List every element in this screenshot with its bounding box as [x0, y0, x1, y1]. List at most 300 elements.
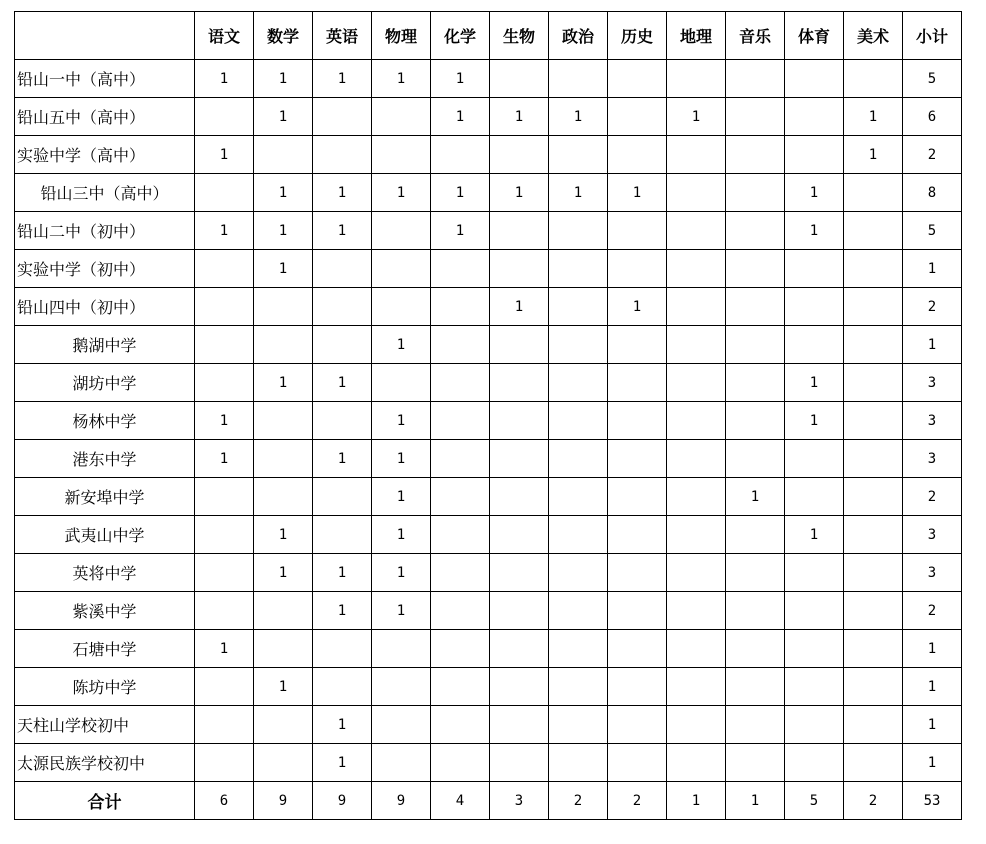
count-cell	[844, 592, 903, 630]
count-cell	[490, 554, 549, 592]
count-cell	[195, 592, 254, 630]
table-row	[15, 98, 962, 136]
count-cell	[608, 250, 667, 288]
count-cell	[313, 288, 372, 326]
count-cell	[844, 250, 903, 288]
table-row	[15, 364, 962, 402]
count-cell: 1	[254, 174, 313, 212]
subtotal-cell: 1	[903, 706, 962, 744]
count-cell: 1	[254, 60, 313, 98]
header-politics: 政治	[549, 12, 608, 60]
count-cell	[313, 250, 372, 288]
table-row	[15, 440, 962, 478]
school-name-cell: 天柱山学校初中	[15, 706, 195, 744]
count-cell	[608, 364, 667, 402]
school-name-cell: 杨林中学	[15, 402, 195, 440]
count-cell	[254, 478, 313, 516]
count-cell	[785, 288, 844, 326]
count-cell: 1	[490, 98, 549, 136]
count-cell	[844, 402, 903, 440]
count-cell	[667, 706, 726, 744]
count-cell	[431, 288, 490, 326]
count-cell	[844, 706, 903, 744]
count-cell: 1	[254, 516, 313, 554]
count-cell	[195, 706, 254, 744]
count-cell: 1	[785, 174, 844, 212]
subtotal-cell: 3	[903, 402, 962, 440]
count-cell: 1	[313, 440, 372, 478]
count-cell	[195, 326, 254, 364]
table-row	[15, 326, 962, 364]
total-cell: 5	[785, 782, 844, 820]
school-name-cell: 铅山一中（高中）	[15, 60, 195, 98]
count-cell	[549, 630, 608, 668]
count-cell	[667, 212, 726, 250]
count-cell: 1	[431, 212, 490, 250]
count-cell: 1	[372, 440, 431, 478]
school-name-cell: 英将中学	[15, 554, 195, 592]
count-cell: 1	[608, 174, 667, 212]
count-cell	[313, 516, 372, 554]
count-cell: 1	[313, 174, 372, 212]
total-row	[15, 782, 962, 820]
header-corner	[15, 12, 195, 60]
count-cell	[844, 326, 903, 364]
count-cell: 1	[844, 136, 903, 174]
count-cell: 1	[372, 516, 431, 554]
count-cell	[785, 592, 844, 630]
header-history: 历史	[608, 12, 667, 60]
count-cell	[608, 212, 667, 250]
count-cell	[667, 516, 726, 554]
count-cell	[549, 706, 608, 744]
header-geography: 地理	[667, 12, 726, 60]
count-cell	[195, 478, 254, 516]
table-row	[15, 668, 962, 706]
table-row	[15, 250, 962, 288]
count-cell: 1	[254, 98, 313, 136]
count-cell	[844, 212, 903, 250]
count-cell	[726, 60, 785, 98]
count-cell: 1	[372, 326, 431, 364]
count-cell	[549, 136, 608, 174]
count-cell	[726, 744, 785, 782]
count-cell	[490, 326, 549, 364]
count-cell	[844, 440, 903, 478]
count-cell: 1	[785, 364, 844, 402]
table-row	[15, 516, 962, 554]
subtotal-cell: 1	[903, 250, 962, 288]
count-cell	[608, 98, 667, 136]
subtotal-cell: 1	[903, 630, 962, 668]
count-cell	[667, 630, 726, 668]
subtotal-cell: 3	[903, 554, 962, 592]
count-cell: 1	[667, 98, 726, 136]
count-cell: 1	[254, 212, 313, 250]
school-name-cell: 湖坊中学	[15, 364, 195, 402]
count-cell	[726, 212, 785, 250]
total-cell: 4	[431, 782, 490, 820]
count-cell	[785, 554, 844, 592]
school-name-cell: 紫溪中学	[15, 592, 195, 630]
count-cell	[254, 630, 313, 668]
count-cell	[608, 516, 667, 554]
count-cell: 1	[490, 288, 549, 326]
subtotal-cell: 1	[903, 668, 962, 706]
count-cell	[313, 98, 372, 136]
header-english: 英语	[313, 12, 372, 60]
count-cell: 1	[372, 174, 431, 212]
header-chinese: 语文	[195, 12, 254, 60]
count-cell	[667, 478, 726, 516]
count-cell	[431, 478, 490, 516]
count-cell	[667, 440, 726, 478]
count-cell	[726, 98, 785, 136]
total-cell: 1	[667, 782, 726, 820]
count-cell	[726, 630, 785, 668]
count-cell	[490, 212, 549, 250]
subtotal-cell: 5	[903, 60, 962, 98]
count-cell	[726, 364, 785, 402]
count-cell	[313, 668, 372, 706]
total-cell: 2	[549, 782, 608, 820]
count-cell	[608, 668, 667, 706]
school-name-cell: 实验中学（高中）	[15, 136, 195, 174]
count-cell	[785, 60, 844, 98]
count-cell	[549, 326, 608, 364]
count-cell: 1	[195, 630, 254, 668]
count-cell	[726, 174, 785, 212]
subtotal-cell: 6	[903, 98, 962, 136]
header-math: 数学	[254, 12, 313, 60]
count-cell	[844, 288, 903, 326]
count-cell	[372, 668, 431, 706]
count-cell: 1	[372, 554, 431, 592]
subtotal-cell: 3	[903, 516, 962, 554]
count-cell	[431, 554, 490, 592]
count-cell: 1	[785, 516, 844, 554]
count-cell	[785, 744, 844, 782]
count-cell: 1	[785, 212, 844, 250]
count-cell: 1	[372, 478, 431, 516]
count-cell	[608, 402, 667, 440]
school-name-cell: 铅山三中（高中）	[15, 174, 195, 212]
count-cell	[726, 136, 785, 174]
subtotal-cell: 1	[903, 326, 962, 364]
count-cell	[372, 212, 431, 250]
count-cell	[372, 136, 431, 174]
count-cell: 1	[195, 60, 254, 98]
count-cell	[195, 516, 254, 554]
count-cell	[313, 136, 372, 174]
count-cell	[195, 364, 254, 402]
school-name-cell: 陈坊中学	[15, 668, 195, 706]
school-name-cell: 太源民族学校初中	[15, 744, 195, 782]
count-cell	[667, 402, 726, 440]
count-cell	[844, 364, 903, 402]
count-cell	[667, 174, 726, 212]
count-cell	[785, 326, 844, 364]
count-cell	[726, 592, 785, 630]
count-cell	[254, 744, 313, 782]
count-cell: 1	[431, 60, 490, 98]
header-art: 美术	[844, 12, 903, 60]
count-cell	[608, 326, 667, 364]
count-cell	[549, 440, 608, 478]
table-row	[15, 288, 962, 326]
count-cell	[667, 592, 726, 630]
count-cell	[608, 706, 667, 744]
count-cell	[549, 250, 608, 288]
header-row	[15, 12, 962, 60]
count-cell	[667, 364, 726, 402]
count-cell	[608, 630, 667, 668]
count-cell	[490, 630, 549, 668]
count-cell	[490, 668, 549, 706]
total-label: 合计	[15, 782, 195, 820]
count-cell	[844, 668, 903, 706]
count-cell	[431, 516, 490, 554]
header-physics: 物理	[372, 12, 431, 60]
header-music: 音乐	[726, 12, 785, 60]
header-pe: 体育	[785, 12, 844, 60]
count-cell	[726, 326, 785, 364]
count-cell	[372, 706, 431, 744]
count-cell	[195, 744, 254, 782]
total-cell: 1	[726, 782, 785, 820]
count-cell: 1	[254, 554, 313, 592]
count-cell	[667, 744, 726, 782]
count-cell	[490, 136, 549, 174]
count-cell	[254, 706, 313, 744]
subtotal-cell: 3	[903, 364, 962, 402]
table-row	[15, 60, 962, 98]
count-cell	[195, 554, 254, 592]
count-cell: 1	[549, 98, 608, 136]
count-cell	[549, 364, 608, 402]
count-cell	[608, 744, 667, 782]
count-cell	[726, 668, 785, 706]
count-cell	[667, 60, 726, 98]
count-cell	[549, 554, 608, 592]
count-cell	[195, 288, 254, 326]
count-cell	[431, 364, 490, 402]
school-name-cell: 石塘中学	[15, 630, 195, 668]
count-cell	[726, 250, 785, 288]
staff-allocation-table	[14, 11, 962, 820]
count-cell: 1	[549, 174, 608, 212]
count-cell	[431, 592, 490, 630]
count-cell: 1	[372, 60, 431, 98]
count-cell: 1	[431, 174, 490, 212]
table-row	[15, 592, 962, 630]
count-cell	[490, 402, 549, 440]
count-cell	[195, 174, 254, 212]
header-biology: 生物	[490, 12, 549, 60]
count-cell: 1	[195, 440, 254, 478]
count-cell	[549, 668, 608, 706]
table-row	[15, 706, 962, 744]
count-cell: 1	[195, 212, 254, 250]
subtotal-cell: 3	[903, 440, 962, 478]
count-cell: 1	[195, 136, 254, 174]
count-cell	[844, 554, 903, 592]
count-cell	[785, 250, 844, 288]
count-cell	[726, 402, 785, 440]
count-cell	[372, 364, 431, 402]
count-cell	[254, 288, 313, 326]
count-cell	[844, 174, 903, 212]
table-body	[15, 60, 962, 782]
subtotal-cell: 2	[903, 136, 962, 174]
count-cell	[608, 592, 667, 630]
count-cell: 1	[313, 592, 372, 630]
count-cell	[785, 668, 844, 706]
header-subtotal: 小计	[903, 12, 962, 60]
count-cell	[608, 60, 667, 98]
school-name-cell: 新安埠中学	[15, 478, 195, 516]
count-cell	[667, 554, 726, 592]
count-cell	[549, 402, 608, 440]
grand-total-cell: 53	[903, 782, 962, 820]
count-cell: 1	[726, 478, 785, 516]
count-cell	[549, 744, 608, 782]
count-cell: 1	[254, 250, 313, 288]
count-cell	[844, 630, 903, 668]
count-cell	[195, 668, 254, 706]
count-cell	[372, 250, 431, 288]
count-cell	[608, 554, 667, 592]
table-row	[15, 402, 962, 440]
count-cell	[667, 136, 726, 174]
count-cell	[490, 60, 549, 98]
count-cell: 1	[372, 402, 431, 440]
count-cell	[549, 592, 608, 630]
count-cell	[608, 136, 667, 174]
school-name-cell: 铅山二中（初中）	[15, 212, 195, 250]
count-cell: 1	[490, 174, 549, 212]
count-cell	[785, 98, 844, 136]
subtotal-cell: 2	[903, 288, 962, 326]
count-cell	[313, 402, 372, 440]
table-row	[15, 744, 962, 782]
total-cell: 6	[195, 782, 254, 820]
count-cell	[490, 440, 549, 478]
count-cell	[490, 706, 549, 744]
count-cell	[254, 592, 313, 630]
table-row	[15, 478, 962, 516]
count-cell	[490, 516, 549, 554]
count-cell	[667, 250, 726, 288]
count-cell	[785, 440, 844, 478]
count-cell: 1	[372, 592, 431, 630]
count-cell	[490, 364, 549, 402]
count-cell	[608, 440, 667, 478]
count-cell: 1	[313, 364, 372, 402]
count-cell: 1	[431, 98, 490, 136]
total-cell: 9	[254, 782, 313, 820]
subtotal-cell: 1	[903, 744, 962, 782]
count-cell	[431, 744, 490, 782]
count-cell	[431, 326, 490, 364]
school-name-cell: 武夷山中学	[15, 516, 195, 554]
total-cell: 9	[372, 782, 431, 820]
count-cell	[844, 744, 903, 782]
count-cell: 1	[254, 668, 313, 706]
count-cell: 1	[313, 212, 372, 250]
subtotal-cell: 5	[903, 212, 962, 250]
count-cell	[844, 478, 903, 516]
count-cell: 1	[254, 364, 313, 402]
count-cell	[313, 326, 372, 364]
total-cell: 2	[844, 782, 903, 820]
count-cell	[785, 630, 844, 668]
count-cell	[372, 288, 431, 326]
count-cell	[549, 478, 608, 516]
count-cell	[431, 668, 490, 706]
count-cell: 1	[195, 402, 254, 440]
count-cell: 1	[313, 554, 372, 592]
count-cell	[195, 98, 254, 136]
count-cell	[667, 288, 726, 326]
school-name-cell: 实验中学（初中）	[15, 250, 195, 288]
count-cell	[785, 136, 844, 174]
count-cell	[490, 744, 549, 782]
count-cell: 1	[313, 744, 372, 782]
subtotal-cell: 2	[903, 592, 962, 630]
school-name-cell: 鹅湖中学	[15, 326, 195, 364]
count-cell: 1	[313, 60, 372, 98]
count-cell	[431, 440, 490, 478]
count-cell	[549, 60, 608, 98]
count-cell	[785, 478, 844, 516]
count-cell: 1	[844, 98, 903, 136]
school-name-cell: 铅山五中（高中）	[15, 98, 195, 136]
count-cell	[254, 440, 313, 478]
count-cell	[785, 706, 844, 744]
total-cell: 3	[490, 782, 549, 820]
count-cell	[726, 288, 785, 326]
table-row	[15, 174, 962, 212]
count-cell	[254, 136, 313, 174]
count-cell	[490, 250, 549, 288]
count-cell	[490, 592, 549, 630]
count-cell	[726, 516, 785, 554]
count-cell: 1	[785, 402, 844, 440]
count-cell	[431, 136, 490, 174]
count-cell	[726, 554, 785, 592]
subtotal-cell: 8	[903, 174, 962, 212]
count-cell	[726, 706, 785, 744]
count-cell	[372, 630, 431, 668]
total-cell: 2	[608, 782, 667, 820]
count-cell: 1	[608, 288, 667, 326]
school-name-cell: 港东中学	[15, 440, 195, 478]
count-cell	[372, 744, 431, 782]
count-cell	[549, 516, 608, 554]
count-cell	[431, 402, 490, 440]
count-cell	[490, 478, 549, 516]
total-cell: 9	[313, 782, 372, 820]
count-cell	[254, 402, 313, 440]
count-cell	[254, 326, 313, 364]
count-cell: 1	[313, 706, 372, 744]
count-cell	[313, 478, 372, 516]
table-row	[15, 136, 962, 174]
count-cell	[431, 630, 490, 668]
count-cell	[726, 440, 785, 478]
count-cell	[431, 706, 490, 744]
